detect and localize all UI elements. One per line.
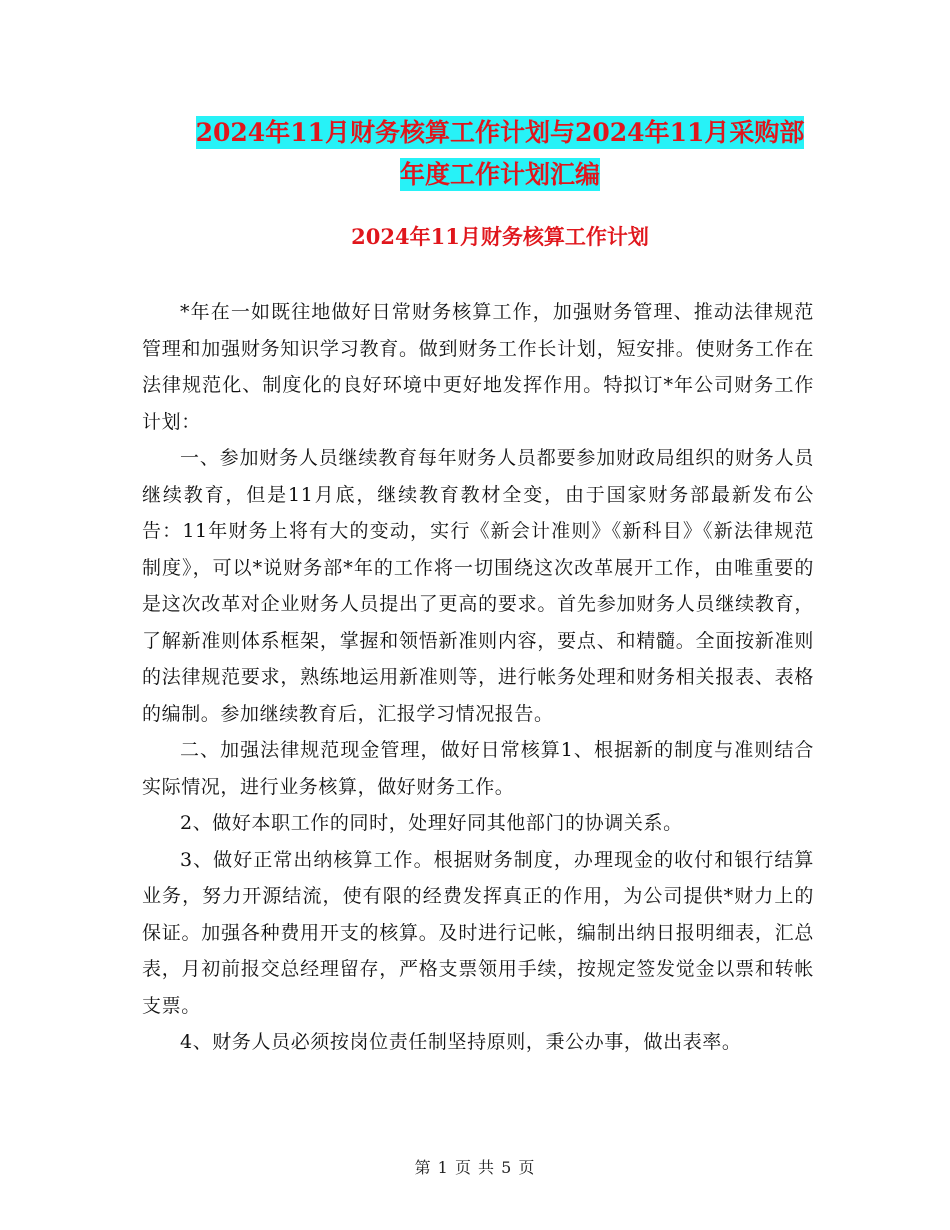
section-title: 2024年11月财务核算工作计划 [351, 224, 649, 249]
paragraph-subitem-3: 3、做好正常出纳核算工作。根据财务制度，办理现金的收付和银行结算业务，努力开源结流，使有限的经费发挥真正的作用，为公司提供*财力上的保证。加强各种费用开支的核算。及时进行记帐，编制出纳日报明细表，汇总表，月初前报交总经理留存，严格支票领用手续，按规定签发觉金以票和转帐支票。 [142, 848, 814, 1017]
page-footer: 第 1 页 共 5 页 [414, 1158, 536, 1177]
paragraph-item-2: 二、加强法律规范现金管理，做好日常核算1、根据新的制度与准则结合实际情况，进行业务核算，做好财务工作。 [142, 739, 814, 798]
document-title [140, 112, 860, 196]
paragraph-subitem-4: 4、财务人员必须按岗位责任制坚持原则，秉公办事，做出表率。 [180, 1031, 742, 1053]
paragraph-intro: *年在一如既往地做好日常财务核算工作，加强财务管理、推动法律规范管理和加强财务知识学习教育。做到财务工作长计划，短安排。使财务工作在法律规范化、制度化的良好环境中更好地发挥作用。特拟订*年公司财务工作计划： [142, 301, 814, 433]
document-title-line-1: 2024年11月财务核算工作计划与2024年11月采购部 [195, 118, 805, 147]
document-title-line-2: 年度工作计划汇编 [399, 160, 600, 189]
paragraph-item-1: 一、参加财务人员继续教育每年财务人员都要参加财政局组织的财务人员继续教育，但是11月底，继续教育教材全变，由于国家财务部最新发布公告：11年财务上将有大的变动，实行《新会计准则》《新科目》《新法律规范制度》，可以*说财务部*年的工作将一切围绕这次改革展开工作，由唯重要的是这次改革对企业财务人员提出了更高的要求。首先参加财务人员继续教育，了解新准则体系框架，掌握和领悟新准则内容，要点、和精髓。全面按新准则的法律规范要求，熟练地运用新准则等，进行帐务处理和财务相关报表、表格的编制。参加继续教育后，汇报学习情况报告。 [142, 447, 814, 725]
paragraph-subitem-2: 2、做好本职工作的同时，处理好同其他部门的协调关系。 [180, 812, 683, 834]
document-body [142, 294, 814, 1061]
